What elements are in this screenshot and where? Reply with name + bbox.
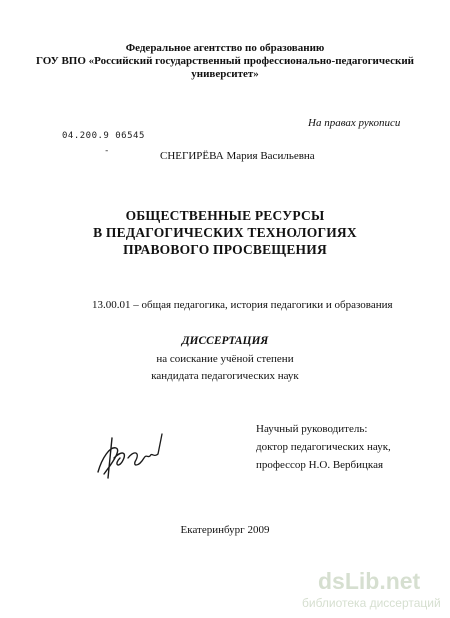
- title-line-2: В ПЕДАГОГИЧЕСКИХ ТЕХНОЛОГИЯХ: [93, 225, 357, 240]
- manuscript-note: На правах рукописи: [308, 117, 401, 129]
- degree-line-1: на соискание учёной степени: [156, 353, 294, 365]
- header-university: ГОУ ВПО «Российский государственный профессионально-педагогический: [35, 55, 415, 67]
- header-agency: Федеральное агентство по образованию: [125, 42, 325, 54]
- degree-line-2: кандидата педагогических наук: [151, 370, 299, 382]
- supervisor-name: профессор Н.О. Вербицкая: [256, 459, 384, 471]
- registration-mark: -: [104, 146, 110, 156]
- watermark-caption: библиотека диссертаций: [302, 596, 441, 610]
- title-line-3: ПРАВОВОГО ПРОСВЕЩЕНИЯ: [123, 242, 327, 257]
- author-name: СНЕГИРЁВА Мария Васильевна: [160, 150, 315, 162]
- place-and-year: Екатеринбург 2009: [180, 524, 270, 536]
- signature-image: [92, 428, 172, 484]
- work-type: ДИССЕРТАЦИЯ: [181, 335, 269, 347]
- registration-number: 04.200.9 06545: [62, 131, 145, 141]
- watermark-logo: dsLib.net: [318, 568, 421, 594]
- title-line-1: ОБЩЕСТВЕННЫЕ РЕСУРСЫ: [125, 208, 325, 223]
- specialty-code: 13.00.01 – общая педагогика, история педагогики и образования: [92, 299, 393, 311]
- supervisor-label: Научный руководитель:: [256, 423, 368, 435]
- dslib-watermark: [302, 568, 442, 612]
- supervisor-degree: доктор педагогических наук,: [256, 441, 391, 453]
- header-university-cont: университет»: [191, 68, 259, 80]
